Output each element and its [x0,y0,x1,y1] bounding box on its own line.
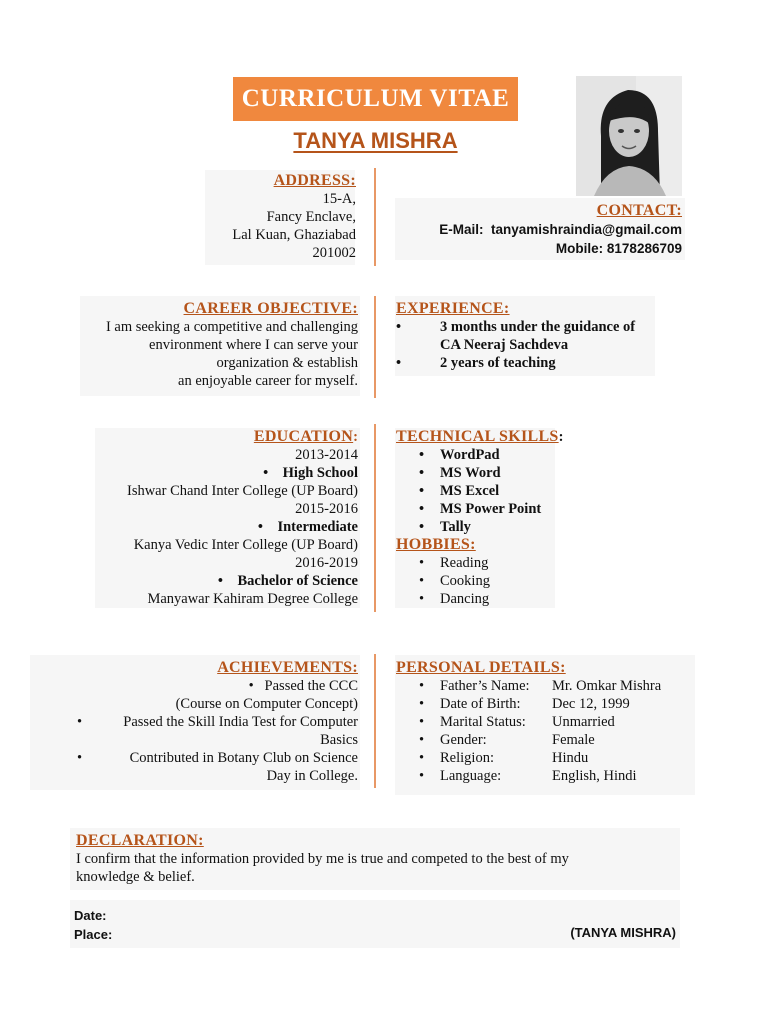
education-years: 2013-2014 [295,447,358,463]
career-objective-heading: CAREER OBJECTIVE: [183,300,358,317]
skill-item [396,446,676,464]
personal-key: Marital Status: [440,714,526,730]
education-heading-text: EDUCATION [253,428,354,445]
personal-key: Father’s Name: [440,678,530,694]
bullet-icon: • [217,573,238,589]
education-heading [60,428,358,446]
education-heading-colon: : [353,429,358,445]
mobile-label: Mobile: [555,241,604,256]
personal-row [396,767,696,785]
personal-value: Female [552,732,595,748]
objective-line: I am seeking a competitive and challenging [105,319,358,335]
skill-text: MS Word [440,465,501,481]
bullet-icon: • [396,319,402,335]
career-objective-section [60,300,358,390]
profile-photo [576,76,682,196]
personal-row [396,695,696,713]
education-institute: Ishwar Chand Inter College (UP Board) [126,483,358,499]
place-label: Place: [74,927,113,942]
education-institute: Kanya Vedic Inter College (UP Board) [133,537,358,553]
bullet-icon: • [77,714,83,730]
experience-line: 3 months under the guidance of [440,319,636,335]
skill-item [396,500,676,518]
skill-item [396,482,676,500]
address-line: 15-A, [322,191,356,207]
cv-title: CURRICULUM VITAE [233,77,518,121]
address-line: Lal Kuan, Ghaziabad [232,227,356,243]
hobby-item [396,590,676,608]
personal-details-section [396,659,696,785]
contact-section [390,201,682,258]
experience-item [396,354,676,372]
education-years: 2016-2019 [295,555,358,571]
technical-skills-heading-text: TECHNICAL SKILLS [396,428,559,445]
objective-line: organization & establish [216,355,358,371]
email-label: E-Mail: [439,222,484,237]
bullet-icon: • [419,555,425,571]
achievement-line: Contributed in Botany Club on Science [129,750,358,766]
hobby-text: Dancing [440,591,490,607]
personal-key: Language: [440,768,502,784]
date-place-block [74,906,112,944]
technical-skills-section [396,428,676,608]
bullet-icon: • [419,591,425,607]
personal-row [396,749,696,767]
bullet-icon: • [419,732,425,748]
technical-skills-heading-colon: : [558,429,564,445]
objective-line: environment where I can serve your [149,337,358,353]
achievements-heading: ACHIEVEMENTS: [217,659,358,676]
personal-value: Mr. Omkar Mishra [552,678,662,694]
experience-item [396,318,676,354]
address-heading: ADDRESS: [273,172,356,189]
email-value[interactable]: tanyamishraindia@gmail.com [491,222,682,237]
personal-key: Religion: [440,750,494,766]
candidate-name: TANYA MISHRA [293,128,458,153]
bullet-icon: • [257,519,278,535]
declaration-text: I confirm that the information provided by me is true and competed to the best of my [76,851,569,867]
bullet-icon: • [248,678,265,694]
bullet-icon: • [419,768,425,784]
date-label: Date: [74,908,107,923]
skill-text: MS Excel [440,483,500,499]
experience-section [396,300,676,372]
footer-shade [70,900,680,948]
personal-value: Dec 12, 1999 [552,696,630,712]
education-years: 2015-2016 [295,501,358,517]
education-section [60,428,358,608]
bullet-icon: • [419,750,425,766]
personal-value: Hindu [552,750,589,766]
personal-value: English, Hindi [552,768,637,784]
personal-details-heading: PERSONAL DETAILS: [396,659,566,676]
portrait-image [576,76,682,196]
skill-item [396,518,676,536]
address-line: Fancy Enclave, [266,209,356,225]
achievement-line: Day in College. [266,768,358,784]
bullet-icon: • [419,483,425,499]
bullet-icon: • [419,447,425,463]
bullet-icon: • [419,465,425,481]
skill-text: Tally [440,519,471,535]
divider-line [374,424,376,612]
bullet-icon: • [419,501,425,517]
achievement-item [60,749,358,785]
personal-row [396,677,696,695]
hobby-text: Cooking [440,573,490,589]
personal-row [396,713,696,731]
technical-skills-heading [396,428,676,446]
signature-name: (TANYA MISHRA) [570,925,676,940]
education-degree-text: High School [282,465,358,481]
achievements-section [60,659,358,785]
declaration-heading: DECLARATION: [76,832,204,849]
education-degree-text: Bachelor of Science [237,573,358,589]
experience-line: CA Neeraj Sachdeva [440,337,569,353]
education-degree [60,572,358,590]
personal-row [396,731,696,749]
skill-text: WordPad [440,447,500,463]
hobby-text: Reading [440,555,489,571]
achievement-line: Passed the Skill India Test for Computer [123,714,358,730]
divider-line [374,296,376,398]
achievement-line: Passed the CCC [264,678,358,694]
hobbies-heading: HOBBIES: [396,536,476,553]
education-institute: Manyawar Kahiram Degree College [147,591,358,607]
declaration-text: knowledge & belief. [76,869,195,885]
email-row [390,220,682,239]
education-degree [60,518,358,536]
experience-line: 2 years of teaching [440,355,556,371]
achievement-line: Basics [320,732,358,748]
bullet-icon: • [263,465,283,481]
divider-line [374,168,376,266]
address-line: 201002 [312,245,356,261]
bullet-icon: • [77,750,83,766]
contact-heading: CONTACT: [596,202,682,219]
personal-key: Gender: [440,732,487,748]
personal-key: Date of Birth: [440,696,521,712]
hobby-item [396,572,676,590]
bullet-icon: • [419,573,425,589]
objective-line: an enjoyable career for myself. [178,373,358,389]
bullet-icon: • [419,696,425,712]
bullet-icon: • [419,519,425,535]
education-degree [60,464,358,482]
achievement-item [60,713,358,749]
divider-line [374,654,376,788]
bullet-icon: • [419,714,425,730]
personal-value: Unmarried [552,714,615,730]
mobile-value: 8178286709 [606,241,682,256]
education-degree-text: Intermediate [277,519,358,535]
declaration-section [76,832,686,886]
bullet-icon: • [396,355,402,371]
experience-heading: EXPERIENCE: [396,300,510,317]
skill-text: MS Power Point [440,501,542,517]
achievement-line: (Course on Computer Concept) [175,696,358,712]
skill-item [396,464,676,482]
mobile-row [390,239,682,258]
achievement-item [60,677,358,713]
hobby-item [396,554,676,572]
address-section [150,172,356,262]
bullet-icon: • [419,678,425,694]
